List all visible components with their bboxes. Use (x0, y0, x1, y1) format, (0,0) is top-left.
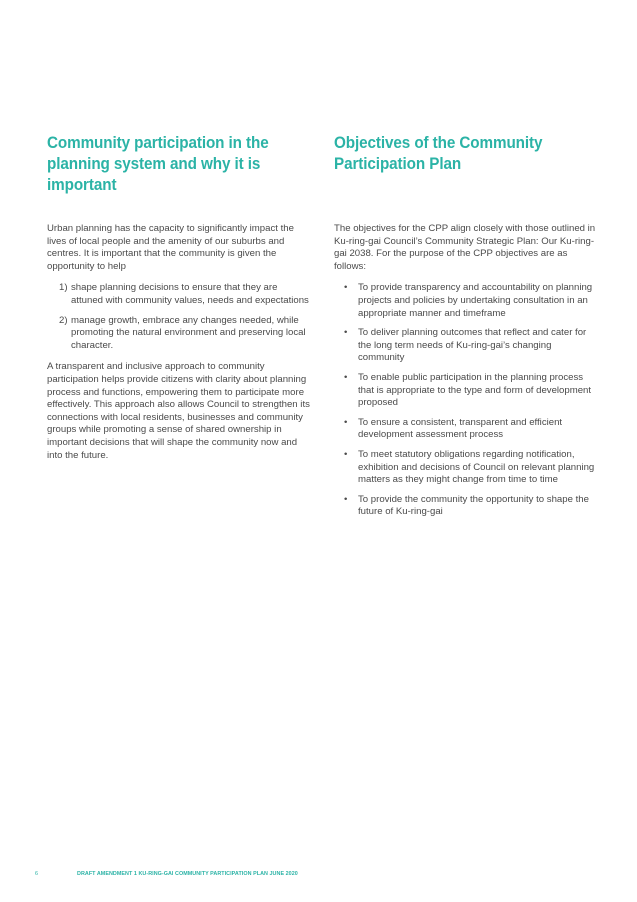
list-item (344, 282, 596, 320)
list-item-number: 2) (59, 314, 68, 326)
footer-document-title: DRAFT AMENDMENT 1 KU-RING-GAI COMMUNITY PARTICIPATION PLAN JUNE 2020 (77, 871, 298, 877)
left-intro-paragraph: Urban planning has the capacity to significantly impact the lives of local people and the amenity of our suburbs and centres. It is important that the community is given the opportunity to help (47, 223, 294, 272)
list-item-text: To deliver planning outcomes that reflect and cater for the long term needs of Ku-ring-gai’s changing community (358, 327, 587, 364)
bullet-icon: • (344, 493, 348, 505)
left-column (47, 133, 312, 462)
list-item (59, 315, 312, 353)
bullet-icon: • (344, 327, 348, 339)
bullet-icon: • (344, 448, 348, 460)
page-number: 6 (35, 871, 38, 877)
list-item-text: To provide the community the opportunity to shape the future of Ku-ring-gai (358, 493, 589, 518)
right-heading: Objectives of the Community Participation Plan (334, 134, 543, 173)
bullet-icon: • (344, 371, 348, 383)
list-item (344, 449, 596, 487)
list-item (344, 372, 596, 410)
list-item (344, 417, 596, 442)
list-item-text: To meet statutory obligations regarding notification, exhibition and decisions of Council on relevant planning matters as they might change from time to time (358, 448, 595, 486)
list-item (59, 282, 312, 307)
list-item (344, 494, 596, 519)
bullet-icon: • (344, 416, 348, 428)
list-item-text: To provide transparency and accountability on planning projects and policies by undertaking consultation in an appropriate manner and timeframe (358, 282, 593, 319)
right-intro-paragraph: The objectives for the CPP align closely with those outlined in Ku-ring-gai Council’s Community Strategic Plan: Our Ku-ring-gai 2038. For the purpose of the CPP objectives are as follows: (334, 223, 596, 272)
list-item-text: shape planning decisions to ensure that they are attuned with community values, needs and expectations (71, 282, 309, 306)
page-footer (35, 870, 298, 878)
list-item-number: 1) (59, 282, 68, 294)
left-heading: Community participation in the planning system and why it is important (47, 134, 269, 194)
list-item (344, 327, 596, 365)
left-numbered-list (47, 282, 312, 352)
left-second-paragraph: A transparent and inclusive approach to community participation helps provide citizens with clarity about planning process and functions, empowering them to participate more effectively. This approach also allows Council to strengthen its connections with local residents, businesses and community groups while promoting a sense of shared ownership in important decisions that will shape the community now and into the future. (47, 361, 310, 461)
bullet-icon: • (344, 282, 348, 294)
objectives-bullet-list (334, 282, 596, 519)
list-item-text: manage growth, embrace any changes needed, while promoting the natural environment and preserving local character. (71, 314, 306, 351)
right-column (334, 133, 596, 526)
list-item-text: To ensure a consistent, transparent and efficient development assessment process (358, 416, 563, 441)
list-item-text: To enable public participation in the planning process that is appropriate to the type and form of development proposed (358, 371, 592, 409)
